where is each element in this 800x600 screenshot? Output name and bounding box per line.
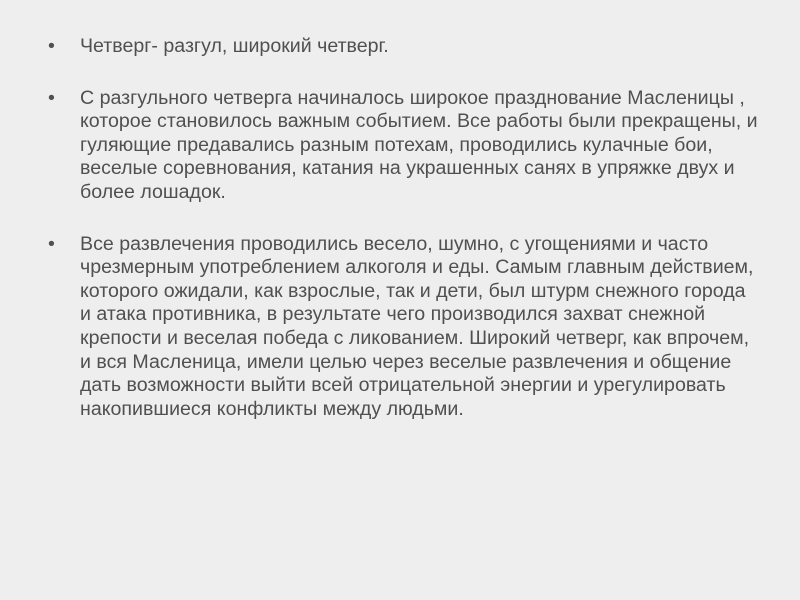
bullet-item-celebration bbox=[48, 87, 760, 205]
bullet-item-festivities bbox=[48, 233, 760, 422]
bullet-list bbox=[48, 35, 760, 421]
bullet-icon: • bbox=[48, 86, 55, 109]
bullet-item-thursday-title bbox=[48, 35, 760, 59]
bullet-text: Все развлечения проводились весело, шумно, с угощениями и часто чрезмерным употреблением алкоголя и еды. Самым главным действием, которого ожидали, как взрослые, так и дети, был штурм снежного города и атака противника, в результате чего производился захват снежной крепости и веселая победа с ликованием. Широкий четверг, как впрочем, и вся Масленица, имели целью через веселые развлечения и общение дать возможности выйти всей отрицательной энергии и урегулировать накопившиеся конфликты между людьми. bbox=[80, 232, 754, 420]
bullet-icon: • bbox=[48, 35, 55, 57]
bullet-icon: • bbox=[48, 232, 55, 255]
bullet-text: Четверг- разгул, широкий четверг. bbox=[80, 35, 389, 57]
bullet-text: С разгульного четверга начиналось широкое празднование Масленицы , которое становилось важным событием. Все работы были прекращены, и гуляющие предавались разным потехам, проводились кулачные бои, веселые соревнования, катания на украшенных санях в упряжке двух и более лошадок. bbox=[80, 86, 758, 203]
